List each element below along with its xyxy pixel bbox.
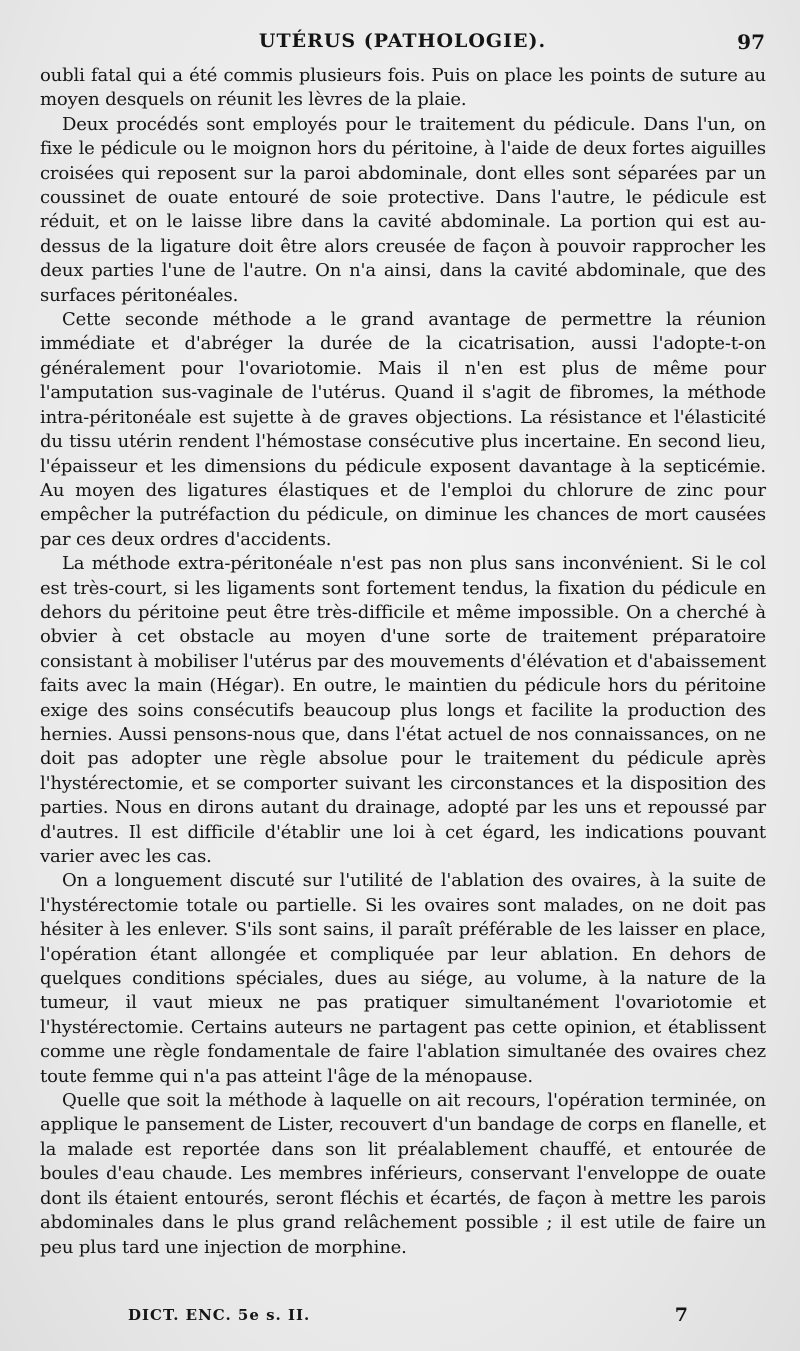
paragraph: Cette seconde méthode a le grand avantage de permettre la réunion immédiate et d'abréger la durée de la cicatrisation, aussi l'adopte-t-on généralement pour l'ovariotomie. Mais il n'en est plus de même pour l'amputation sus-vaginale de l'utérus. Quand il s'agit de fibromes, la méthode intra-péritonéale est sujette à de graves objections. La résistance et l'élasticité du tissu utérin rendent l'hémostase consécutive plus incertaine. En second lieu, l'épaisseur et les dimensions du pédicule exposent davantage à la septicémie. Au moyen des ligatures élastiques et de l'emploi du chlorure de zinc pour empêcher la putréfaction du pédicule, on diminue les chances de mort causées par ces deux ordres d'accidents.	[40, 309, 766, 550]
signature-mark: 7	[674, 1304, 688, 1326]
page-number: 97	[737, 30, 765, 54]
paragraph: oubli fatal qui a été commis plusieurs fois. Puis on place les points de suture au moyen desquels on réunit les lèvres de la plaie.	[40, 65, 766, 111]
paragraph: Deux procédés sont employés pour le traitement du pédicule. Dans l'un, on fixe le pédicule ou le moignon hors du péritoine, à l'aide de deux fortes aiguilles croisées qui reposent sur la paroi abdominale, dont elles sont séparées par un coussinet de ouate entouré de soie protective. Dans l'autre, le pédicule est réduit, et on le laisse libre dans la cavité abdominale. La portion qui est au-dessus de la ligature doit être alors creusée de façon à pouvoir rapprocher les deux parties l'une de l'autre. On n'a ainsi, dans la cavité abdominale, que des surfaces péritonéales.	[40, 113, 766, 306]
body-text	[40, 64, 766, 1260]
page-footer	[128, 1304, 688, 1332]
paragraph: La méthode extra-péritonéale n'est pas non plus sans inconvénient. Si le col est très-court, si les ligaments sont fortement tendus, la fixation du pédicule en dehors du péritoine peut être très-difficile et même impossible. On a cherché à obvier à cet obstacle au moyen d'une sorte de traitement préparatoire consistant à mobiliser l'utérus par des mouvements d'élévation et d'abaissement faits avec la main (Hégar). En outre, le maintien du pédicule hors du péritoine exige des soins consécutifs beaucoup plus longs et facilite la production des hernies. Aussi pensons-nous que, dans l'état actuel de nos connaissances, on ne doit pas adopter une règle absolue pour le traitement du pédicule après l'hystérectomie, et se comporter suivant les circonstances et la disposition des parties. Nous en dirons autant du drainage, adopté par les uns et repoussé par d'autres. Il est difficile d'établir une loi à cet égard, les indications pouvant varier avec les cas.	[40, 553, 766, 867]
page-header	[40, 30, 765, 58]
paragraph: Quelle que soit la méthode à laquelle on ait recours, l'opération terminée, on applique le pansement de Lister, recouvert d'un bandage de corps en flanelle, et la malade est reportée dans son lit préalablement chauffé, et entourée de boules d'eau chaude. Les membres inférieurs, conservant l'enveloppe de ouate dont ils étaient entourés, seront fléchis et écartés, de façon à mettre les parois abdominales dans le plus grand relâchement possible ; il est utile de faire un peu plus tard une injection de morphine.	[40, 1090, 766, 1258]
running-title: UTÉRUS (PATHOLOGIE).	[258, 30, 547, 52]
paragraph: On a longuement discuté sur l'utilité de l'ablation des ovaires, à la suite de l'hystérectomie totale ou partielle. Si les ovaires sont malades, on ne doit pas hésiter à les enlever. S'ils sont sains, il paraît préférable de les laisser en place, l'opération étant allongée et compliquée par leur ablation. En dehors de quelques conditions spéciales, dues au siége, au volume, à la nature de la tumeur, il vaut mieux ne pas pratiquer simultanément l'ovariotomie et l'hystérectomie. Certains auteurs ne partagent pas cette opinion, et établissent comme une règle fondamentale de faire l'ablation simultanée des ovaires chez toute femme qui n'a pas atteint l'âge de la ménopause.	[40, 870, 766, 1087]
printer-signature: DICT. ENC. 5e s. II.	[128, 1306, 311, 1324]
